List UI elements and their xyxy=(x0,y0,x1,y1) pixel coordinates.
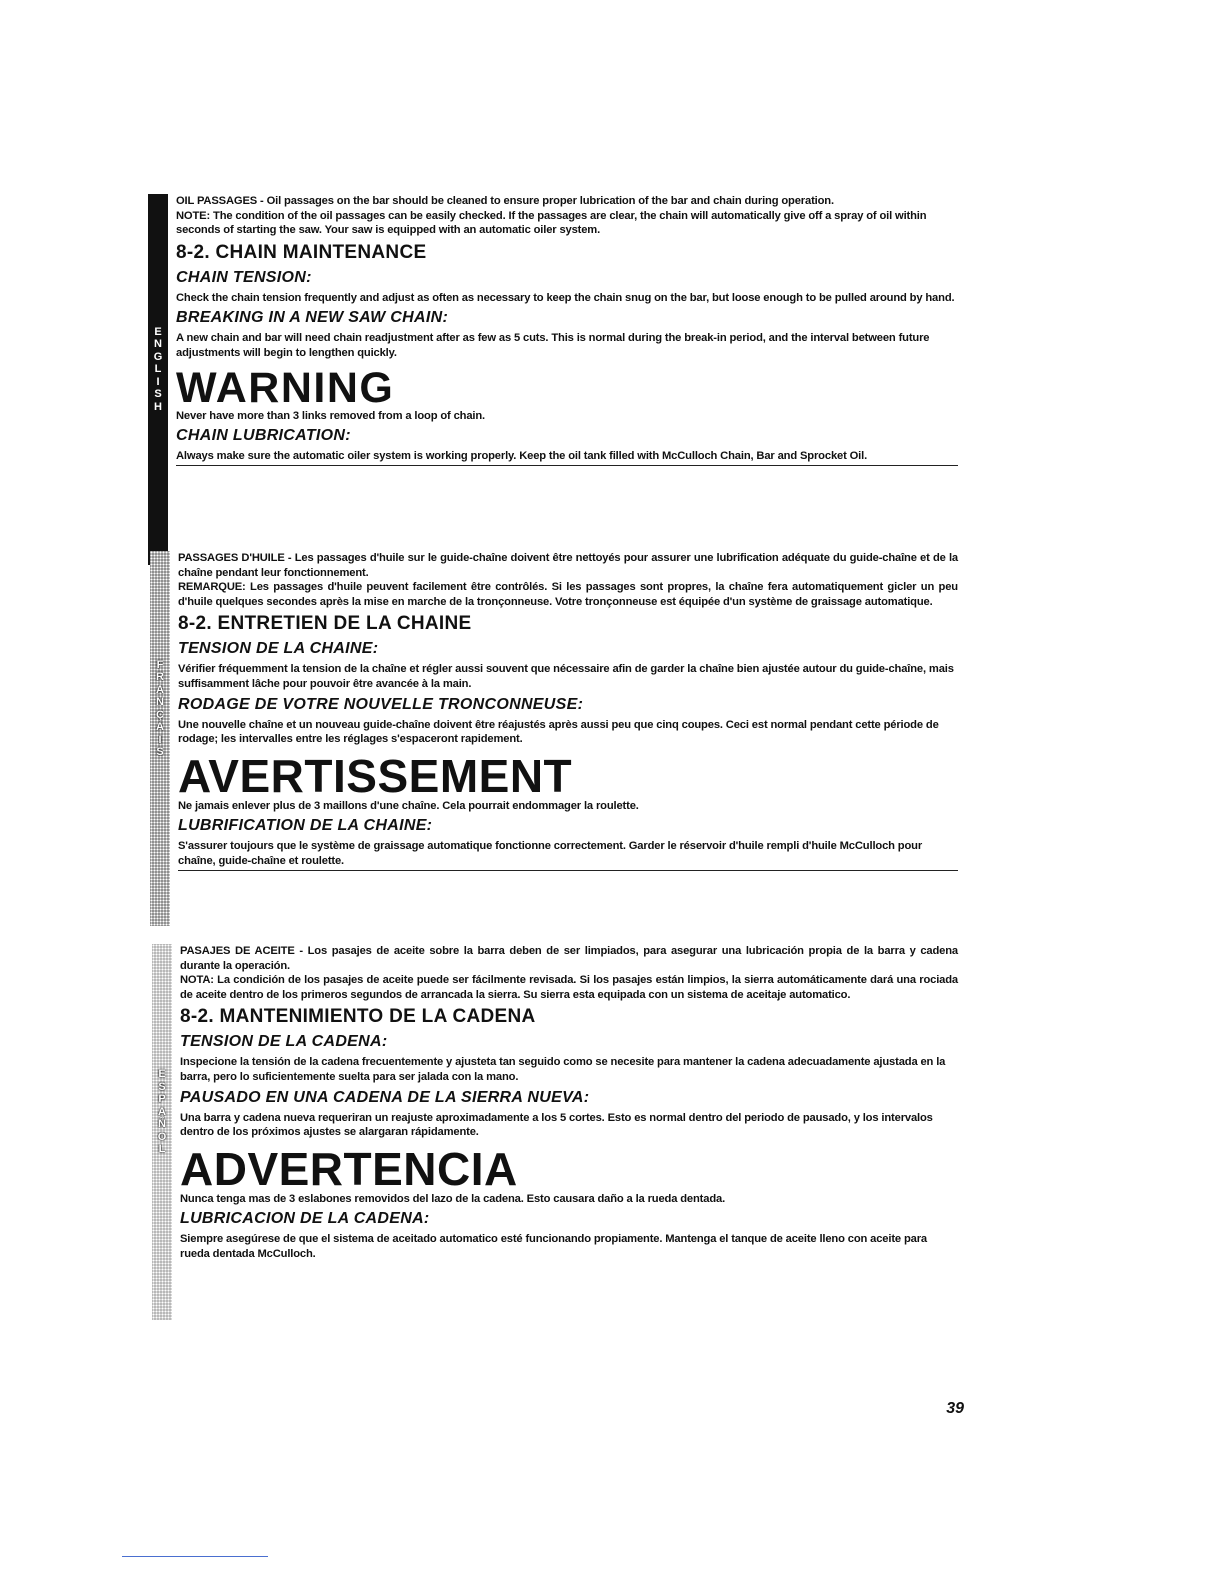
spanish-section xyxy=(152,944,958,1320)
tab-letter: R xyxy=(156,671,164,683)
tab-letter: O xyxy=(157,1130,167,1143)
chain-tension-heading: CHAIN TENSION: xyxy=(176,268,312,286)
section-heading: 8-2. MANTENIMIENTO DE LA CADENA xyxy=(180,1006,536,1028)
tab-letter: S xyxy=(156,746,164,758)
spanish-language-tab xyxy=(152,944,172,1320)
tab-letter: N xyxy=(156,696,164,708)
tab-letter: H xyxy=(154,400,162,413)
warning-title: ADVERTENCIA xyxy=(180,1142,518,1195)
tab-letter: G xyxy=(153,350,163,363)
oil-passages-text: PASSAGES D'HUILE - Les passages d'huile sur le guide-chaîne doivent être nettoyés pour assurer une lubrification adéquate du guide-chaîne et de la chaîne pendant leur fonctionnement. xyxy=(178,552,958,579)
chain-lubrication-heading: CHAIN LUBRICATION: xyxy=(176,427,351,445)
french-language-tab xyxy=(150,551,170,926)
spanish-content xyxy=(180,944,958,1262)
note-text: REMARQUE: Les passages d'huile peuvent facilement être contrôlés. Si les passages sont propres, la chaîne fera automatiquement gicler un peu d'huile quelques secondes après la mise en marche de la tronçonneuse. Votre tronçonneuse est équipée d'un système de graissage automatique. xyxy=(178,581,958,608)
breaking-in-heading: PAUSADO EN UNA CADENA DE LA SIERRA NUEVA: xyxy=(180,1088,590,1106)
french-content xyxy=(178,551,958,871)
chain-lubrication-heading: LUBRIFICATION DE LA CHAINE: xyxy=(178,817,433,835)
chain-lubrication-text: S'assurer toujours que le système de graissage automatique fonctionne correctement. Garder le réservoir d'huile rempli d'huile McCulloch pour chaîne, guide-chaîne et roulette. xyxy=(178,840,923,867)
tab-letter: L xyxy=(154,363,162,376)
tab-letter: A xyxy=(156,683,164,696)
chain-lubrication-text: Siempre asegúrese de que el sistema de aceitado automatico esté funcionando propiamente. Mantenga el tanque de aceite lleno con aceite para rueda dentada McCulloch. xyxy=(180,1233,927,1260)
english-section xyxy=(148,194,958,565)
tab-letter: L xyxy=(158,1143,166,1156)
tab-letter: E xyxy=(154,325,162,338)
section-heading: 8-2. ENTRETIEN DE LA CHAINE xyxy=(178,613,472,635)
breaking-in-heading: RODAGE DE VOTRE NOUVELLE TRONCONNEUSE: xyxy=(178,695,584,713)
tab-letter: P xyxy=(158,1093,166,1106)
spanish-tab-letters xyxy=(158,1068,167,1156)
english-tab-letters xyxy=(154,326,163,414)
page-number: 39 xyxy=(946,1400,964,1417)
section-divider xyxy=(176,465,958,466)
note-text: NOTA: La condición de los pasajes de aceite puede ser fácilmente revisada. Si los pasajes están limpios, la sierra automáticamente dará una rociada de aceite dentro de los primeros segundos de arrancada la sierra. Su sierra esta equipada con un sistema de aceitaje automatico. xyxy=(180,974,958,1001)
french-section xyxy=(150,551,958,926)
section-heading: 8-2. CHAIN MAINTENANCE xyxy=(176,241,427,263)
tab-letter: E xyxy=(158,1068,166,1081)
tab-letter: A xyxy=(158,1105,166,1118)
chain-lubrication-text: Always make sure the automatic oiler system is working properly. Keep the oil tank filled with McCulloch Chain, Bar and Sprocket Oil. xyxy=(176,450,868,463)
chain-tension-heading: TENSION DE LA CHAINE: xyxy=(178,640,379,658)
chain-tension-heading: TENSION DE LA CADENA: xyxy=(180,1033,388,1051)
tab-letter: I xyxy=(158,733,162,746)
english-content xyxy=(176,194,958,466)
tab-letter: A xyxy=(156,721,164,733)
chain-lubrication-heading: LUBRICACION DE LA CADENA: xyxy=(180,1210,430,1228)
warning-text: Ne jamais enlever plus de 3 maillons d'une chaîne. Cela pourrait endommager la roulette. xyxy=(178,799,639,812)
french-tab-letters xyxy=(156,659,164,759)
breaking-in-text: A new chain and bar will need chain readjustment after as few as 5 cuts. This is normal during the break-in period, and the interval between future adjustments will begin to lengthen quickly. xyxy=(176,332,930,359)
chain-tension-text: Check the chain tension frequently and adjust as often as necessary to keep the chain snug on the bar, but loose enough to be pulled around by hand. xyxy=(176,291,955,304)
tab-letter: F xyxy=(156,658,164,671)
breaking-in-heading: BREAKING IN A NEW SAW CHAIN: xyxy=(176,309,449,327)
tab-letter: I xyxy=(156,375,160,388)
oil-passages-text: OIL PASSAGES - Oil passages on the bar should be cleaned to ensure proper lubrication of the bar and chain during operation. xyxy=(176,195,834,207)
warning-text: Never have more than 3 links removed from a loop of chain. xyxy=(176,409,485,422)
breaking-in-text: Une nouvelle chaîne et un nouveau guide-chaîne doivent être réajustés après aussi peu que cinq coupes. Ceci est normal pendant cette période de rodage; les intervalles entre les réglages s'espaceront rapidement. xyxy=(178,718,939,746)
tab-letter: S xyxy=(154,388,162,401)
chain-tension-text: Inspecione la tensión de la cadena frecuentemente y ajusteta tan seguido como se necesite para mantener la cadena adecuadamente ajustada en la barra, pero lo suficientemente suelta para ser jalada con la mano. xyxy=(180,1056,946,1083)
tab-letter: S xyxy=(158,1080,166,1093)
english-language-tab xyxy=(148,194,168,565)
section-divider xyxy=(178,870,958,871)
tab-letter: Ç xyxy=(156,708,164,721)
warning-text: Nunca tenga mas de 3 eslabones removidos del lazo de la cadena. Esto causara daño a la rueda dentada. xyxy=(180,1192,726,1205)
breaking-in-text: Una barra y cadena nueva requeriran un reajuste aproximadamente a los 5 cortes. Esto es normal dentro del periodo de pausado, y los intervalos dentro de los próximos ajustes se alargaran rápidamente. xyxy=(180,1111,933,1139)
tab-letter: Ñ xyxy=(158,1118,166,1131)
warning-title: WARNING xyxy=(176,363,395,412)
footer-rule xyxy=(122,1556,268,1557)
warning-title: AVERTISSEMENT xyxy=(178,749,573,802)
note-text: NOTE: The condition of the oil passages can be easily checked. If the passages are clear, the chain will automatically give off a spray of oil within seconds of starting the saw. Your saw is equipped with an automatic oiler system. xyxy=(176,209,927,237)
chain-tension-text: Vérifier fréquemment la tension de la chaîne et régler aussi souvent que nécessaire afin de garder la chaîne bien ajustée autour du guide-chaîne, mais suffisamment lâche pour pouvoir être avancée à la main. xyxy=(178,663,954,690)
oil-passages-text: PASAJES DE ACEITE - Los pasajes de aceite sobre la barra deben de ser limpiados, para asegurar una lubricación propia de la barra y cadena durante la operación. xyxy=(180,945,958,972)
tab-letter: N xyxy=(154,338,162,351)
